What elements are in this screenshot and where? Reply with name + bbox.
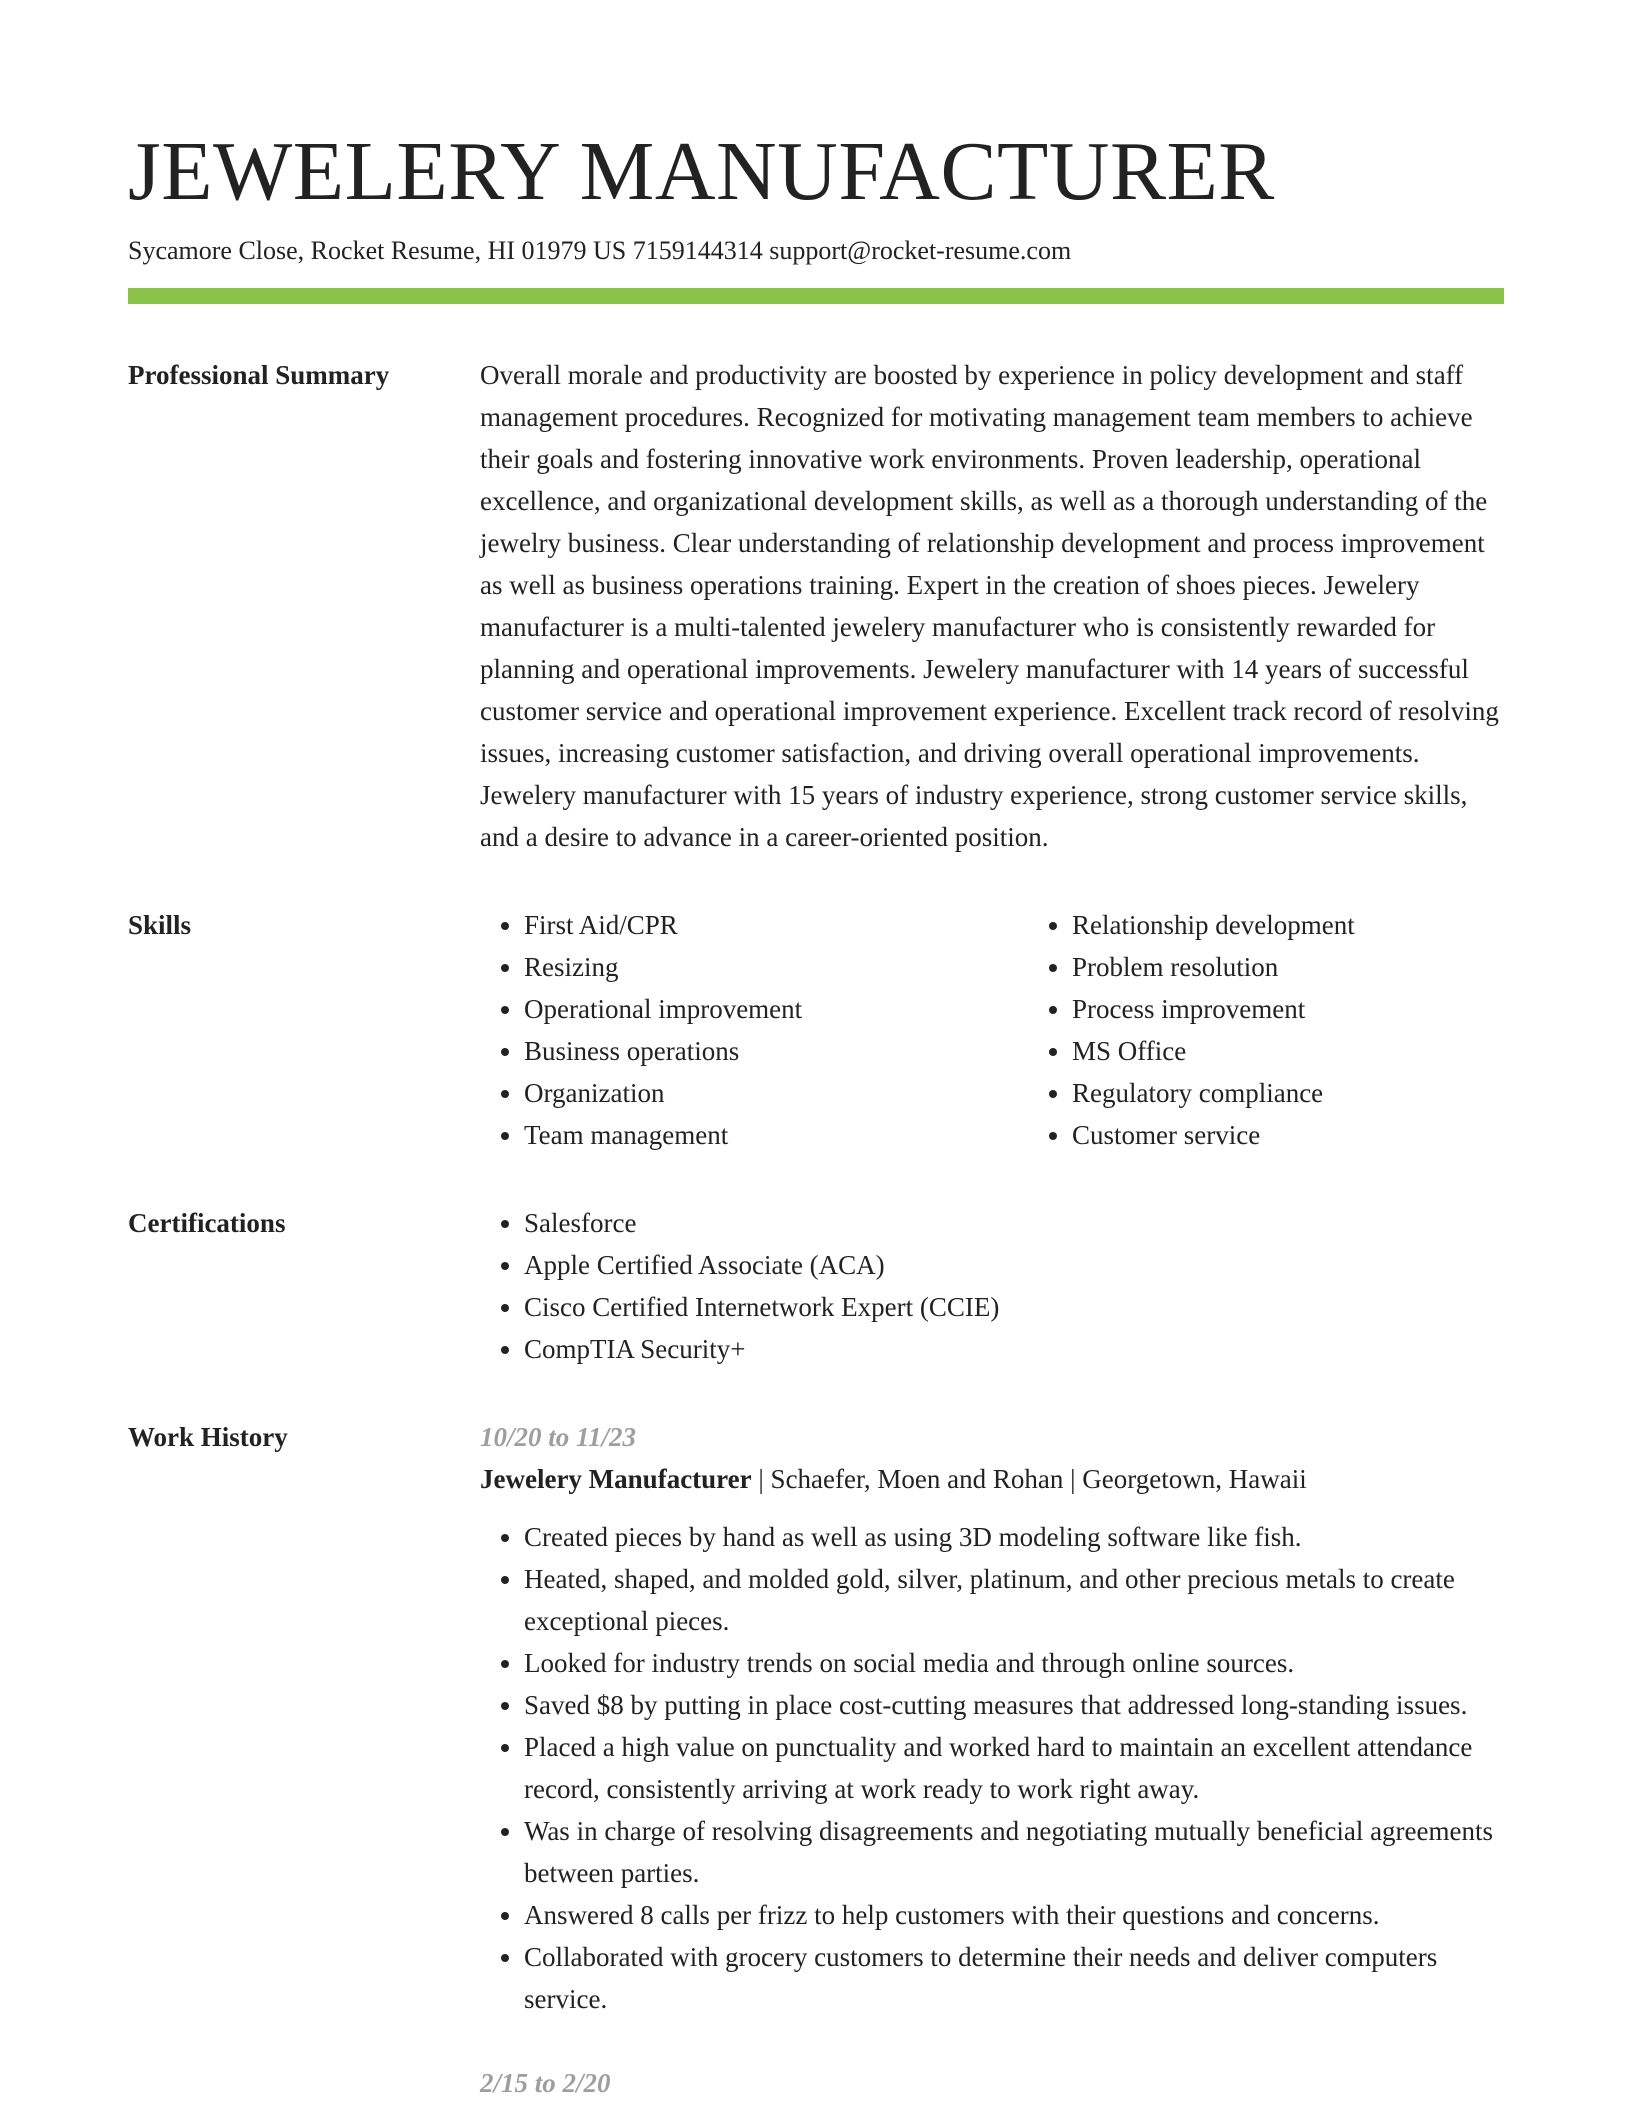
skills-heading: Skills <box>128 910 192 940</box>
list-item: • Heated, shaped, and molded gold, silver, platinum, and other precious metals to create exceptional pieces. <box>524 1558 1504 1642</box>
job-details: | Schaefer, Moen and Rohan | Georgetown, Hawaii <box>751 1464 1307 1494</box>
work-history-heading: Work History <box>128 1422 288 1452</box>
job-bullets <box>480 1516 1504 2020</box>
list-item: • Collaborated with grocery customers to determine their needs and deliver computers service. <box>524 1936 1504 2020</box>
list-item: • CompTIA Security+ <box>524 1328 1504 1370</box>
accent-divider <box>128 288 1504 304</box>
summary-text: Overall morale and productivity are boosted by experience in policy development and staff management procedures. Recognized for motivating management team members to achieve their goals and fostering innovative work environments. Proven leadership, operational excellence, and organizational development skills, as well as a thorough understanding of the jewelry business. Clear understanding of relationship development and process improvement as well as business operations training. Expert in the creation of shoes pieces. Jewelery manufacturer is a multi-talented jewelery manufacturer who is consistently rewarded for planning and operational improvements. Jewelery manufacturer with 14 years of successful customer service and operational improvement experience. Excellent track record of resolving issues, increasing customer satisfaction, and driving overall operational improvements. Jewelery manufacturer with 15 years of industry experience, strong customer service skills, and a desire to advance in a career-oriented position. <box>480 360 1499 852</box>
list-item: • Answered 8 calls per frizz to help customers with their questions and concerns. <box>524 1894 1504 1936</box>
list-item: • Regulatory compliance <box>1072 1072 1576 1114</box>
list-item: • Resizing <box>524 946 1028 988</box>
summary-heading: Professional Summary <box>128 360 390 390</box>
contact-email: support@rocket-resume.com <box>769 236 1072 265</box>
job-entry <box>480 1416 1504 2020</box>
list-item: • Saved $8 by putting in place cost-cutting measures that addressed long-standing issues. <box>524 1684 1504 1726</box>
list-item: • Salesforce <box>524 1202 1504 1244</box>
list-item: • Process improvement <box>1072 988 1576 1030</box>
contact-phone: 7159144314 <box>632 236 763 265</box>
job-title: Jewelery Manufacturer <box>480 1464 752 1494</box>
resume-page <box>128 124 1504 2104</box>
skills-list-left <box>480 904 1028 1156</box>
list-item: • First Aid/CPR <box>524 904 1028 946</box>
work-history-section <box>128 1416 1504 2104</box>
contact-line <box>128 234 1504 268</box>
list-item: • Created pieces by hand as well as using 3D modeling software like fish. <box>524 1516 1504 1558</box>
job-dates: 2/15 to 2/20 <box>480 2068 611 2098</box>
list-item: • Operational improvement <box>524 988 1028 1030</box>
skills-section <box>128 904 1504 1156</box>
job-entry <box>480 2062 1504 2104</box>
list-item: • MS Office <box>1072 1030 1576 1072</box>
job-dates: 10/20 to 11/23 <box>480 1422 637 1452</box>
list-item: • Customer service <box>1072 1114 1576 1156</box>
resume-name: JEWELERY MANUFACTURER <box>128 125 1275 218</box>
list-item: • Cisco Certified Internetwork Expert (CCIE) <box>524 1286 1504 1328</box>
summary-section <box>128 354 1504 858</box>
list-item: • Team management <box>524 1114 1028 1156</box>
list-item: • Business operations <box>524 1030 1028 1072</box>
list-item: • Apple Certified Associate (ACA) <box>524 1244 1504 1286</box>
list-item: • Problem resolution <box>1072 946 1576 988</box>
contact-address: Sycamore Close, Rocket Resume, HI 01979 US <box>128 236 627 265</box>
skills-list-right <box>1028 904 1576 1156</box>
certifications-heading: Certifications <box>128 1208 286 1238</box>
certifications-list <box>480 1202 1504 1370</box>
list-item: • Organization <box>524 1072 1028 1114</box>
list-item: • Was in charge of resolving disagreements and negotiating mutually beneficial agreements between parties. <box>524 1810 1504 1894</box>
job-title-line <box>480 1458 1504 1500</box>
list-item: • Looked for industry trends on social media and through online sources. <box>524 1642 1504 1684</box>
list-item: • Relationship development <box>1072 904 1576 946</box>
certifications-section <box>128 1202 1504 1370</box>
list-item: • Placed a high value on punctuality and worked hard to maintain an excellent attendance record, consistently arriving at work ready to work right away. <box>524 1726 1504 1810</box>
